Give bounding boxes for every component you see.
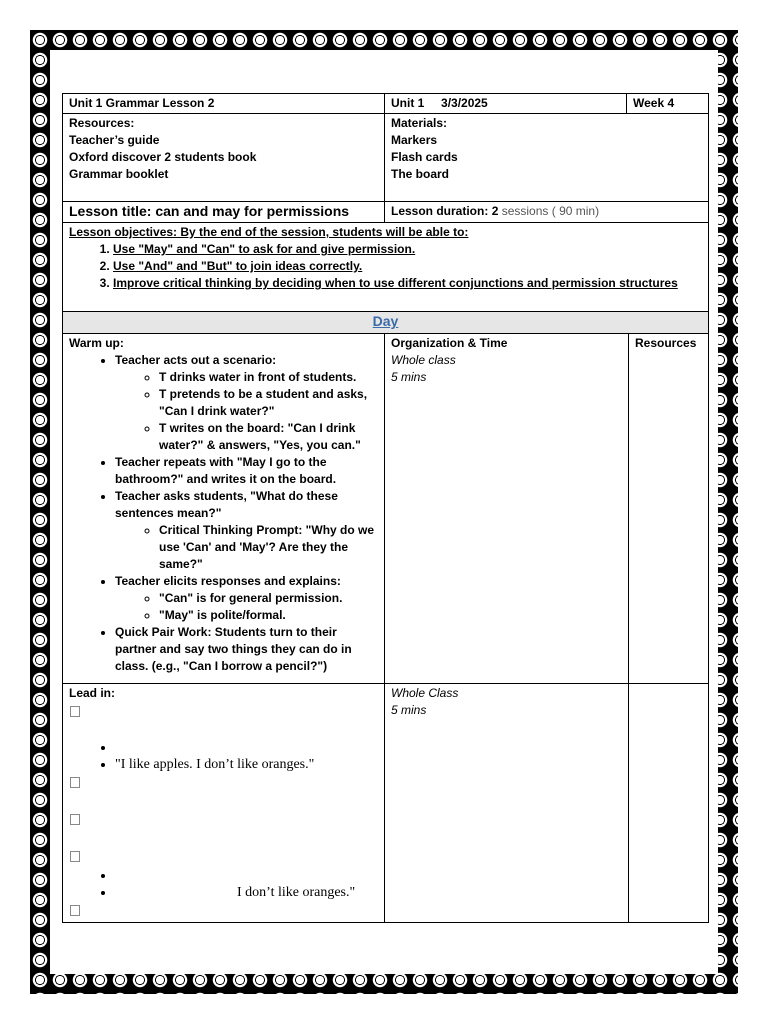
sub-list [115,590,378,624]
missing-glyph-box [70,814,80,825]
lead-in-organization-cell [385,684,629,923]
empty-bullet [115,739,378,756]
objective-item: 3. Improve critical thinking by deciding when to use different conjunctions and permission structures [113,275,702,292]
day-header-cell [63,312,709,334]
resources-heading: Resources: [69,116,135,130]
day-plan-table [62,311,709,923]
lesson-title: Lesson title: can and may for permissions [69,203,350,219]
lead-in-time: 5 mins [391,703,427,717]
objectives-cell [63,223,709,313]
week-cell [627,94,709,114]
resource-item: Teacher’s guide [69,133,160,147]
sub-bullet: ◦ "Can" is for general permission. [159,590,378,607]
sub-bullet: ◦ T writes on the board: "Can I drink water?" & answers, "Yes, you can." [159,420,378,454]
warm-up-organization-cell [385,334,629,684]
materials-heading: Materials: [391,116,448,130]
warm-up-list [69,352,378,675]
warm-up-heading: Warm up: [69,336,124,350]
warm-up-bullet [115,573,378,624]
warm-up-bullet: • Quick Pair Work: Students turn to their partner and say two things they can do in class. (e.g., "Can I borrow a pencil?") [115,624,378,675]
missing-glyph-box [70,777,80,788]
sub-bullet: ◦ "May" is polite/formal. [159,607,378,624]
resource-item: Oxford discover 2 students book [69,150,257,164]
bullet-text: Teacher asks students, "What do these sentences mean?" [115,489,338,520]
bullet-text: Teacher acts out a scenario: [115,353,277,367]
duration-label: Lesson duration: [391,204,489,218]
warm-up-organization: Whole class [391,353,456,367]
lesson-name: Unit 1 Grammar Lesson 2 [69,96,215,110]
warm-up-cell [63,334,385,684]
lesson-date: 3/3/2025 [441,96,488,110]
missing-glyph-box [70,706,80,717]
lead-in-example: • "I like apples. I don’t like oranges." [115,756,378,773]
missing-glyph-box [70,905,80,916]
lead-in-example [115,884,378,901]
sub-list [115,369,378,454]
unit-date-cell [385,94,627,114]
objectives-heading: Lesson objectives: By the end of the session, students will be able to: [69,225,469,239]
material-item: Flash cards [391,150,458,164]
resources-header: Resources [635,336,697,350]
sub-list [115,522,378,573]
lead-in-heading: Lead in: [69,686,116,700]
warm-up-time: 5 mins [391,370,427,384]
bullet-text: Teacher elicits responses and explains: [115,574,341,588]
missing-glyph-box [70,851,80,862]
warm-up-bullet: • Teacher repeats with "May I go to the bathroom?" and writes it on the board. [115,454,378,488]
lead-in-cell [63,684,385,923]
lead-in-list [69,867,378,901]
warm-up-bullet [115,488,378,573]
objectives-list [69,241,702,292]
sub-bullet: ◦ T drinks water in front of students. [159,369,378,386]
week-label: Week 4 [633,96,675,110]
unit-label: Unit 1 [391,96,425,110]
lesson-name-cell [63,94,385,114]
materials-cell [385,114,709,202]
duration-rest: sessions ( 90 min) [501,204,600,218]
lesson-duration-cell [385,202,709,223]
material-item: Markers [391,133,438,147]
lesson-title-cell [63,202,385,223]
objective-item: 2. Use "And" and "But" to join ideas correctly. [113,258,702,275]
resources-cell [63,114,385,202]
resource-item: Grammar booklet [69,167,169,181]
warm-up-resources-cell [629,334,709,684]
duration-value: 2 [491,204,499,218]
sub-bullet: ◦ T pretends to be a student and asks, "Can I drink water?" [159,386,378,420]
organization-time-header: Organization & Time [391,336,508,350]
objective-item: 1. Use "May" and "Can" to ask for and give permission. [113,241,702,258]
sub-bullet: ◦ Critical Thinking Prompt: "Why do we use 'Can' and 'May'? Are they the same?" [159,522,378,573]
empty-bullet [115,867,378,884]
lead-in-list [69,739,378,773]
lead-in-organization: Whole Class [391,686,459,700]
lead-in-resources-cell [629,684,709,923]
material-item: The board [391,167,450,181]
warm-up-bullet [115,352,378,454]
lesson-header-table [62,93,709,313]
lead-in-example-text: I don’t like oranges." [237,885,356,900]
day-label: Day [372,313,399,329]
